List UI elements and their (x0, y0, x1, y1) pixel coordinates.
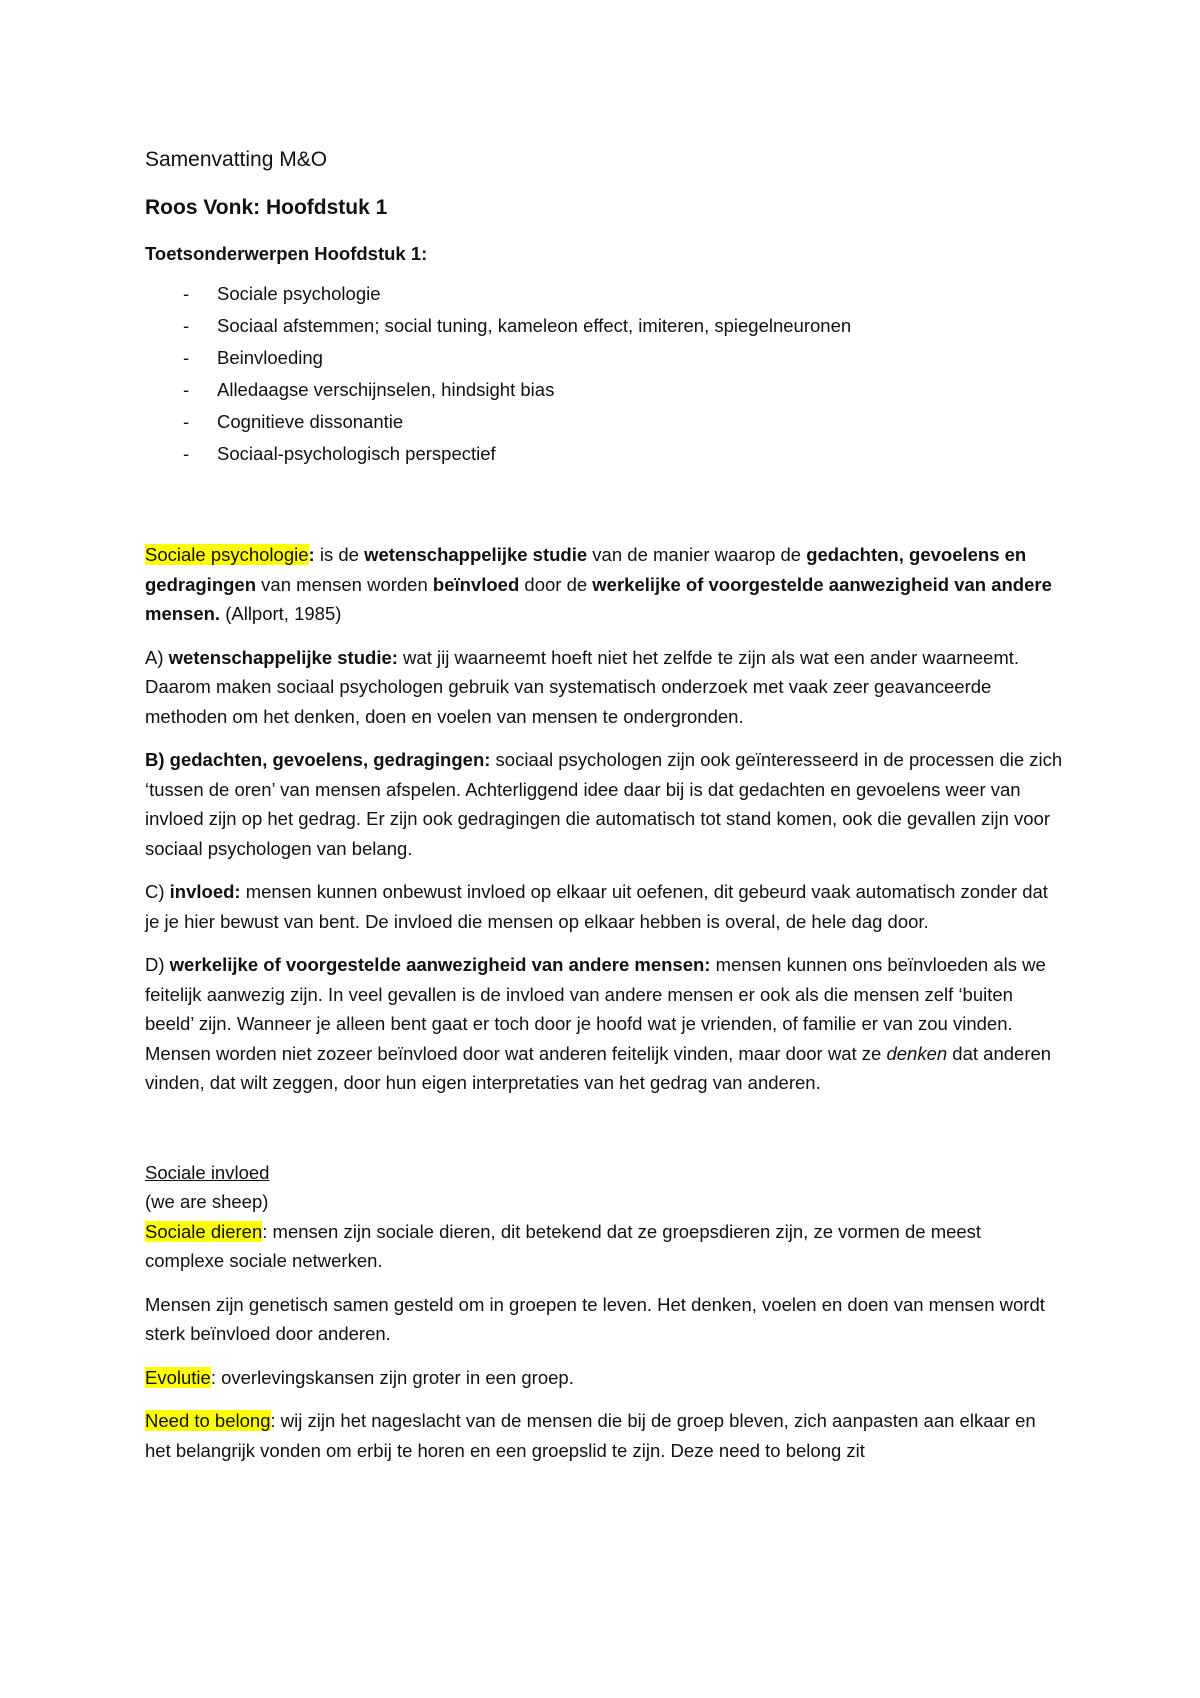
dash-bullet: - (183, 443, 190, 464)
topics-heading: Toetsonderwerpen Hoofdstuk 1: (145, 243, 428, 264)
paragraph-b: B) gedachten, gevoelens, gedragingen: sociaal psychologen zijn ook geïnteresseerd in de processen die zich ‘tussen de oren’ van mensen afspelen. Achterliggend idee daar bij is dat gedachten en gevoelens weer van invloed zijn op het gedrag. Er zijn ook gedragingen die automatisch tot stand komen, ook die gevallen zijn voor sociaal psychologen van belang. (145, 749, 1063, 859)
paragraph-evolutie: Evolutie: overlevingskansen zijn groter in een groep. (145, 1366, 574, 1388)
document-content (145, 146, 1065, 1465)
highlighted-term: Evolutie (145, 1366, 211, 1388)
list-item: - Beinvloeding (145, 342, 1065, 374)
definition-paragraph: Sociale psychologie: is de wetenschappelijke studie van de manier waarop de gedachten, gevoelens en gedragingen van mensen worden beïnvloed door de werkelijke of voorgestelde aanwezigheid van andere mensen. (Allport, 1985) (145, 544, 1052, 624)
dash-bullet: - (183, 379, 190, 400)
dash-bullet: - (183, 315, 190, 336)
dash-bullet: - (183, 347, 190, 368)
document-title: Samenvatting M&O (145, 148, 328, 171)
paragraph-genetisch: Mensen zijn genetisch samen gesteld om in groepen te leven. Het denken, voelen en doen van mensen wordt sterk beïnvloed door anderen. (145, 1293, 1045, 1344)
chapter-heading: Roos Vonk: Hoofdstuk 1 (145, 196, 388, 219)
dash-bullet: - (183, 283, 190, 304)
paragraph-c: C) invloed: mensen kunnen onbewust invloed op elkaar uit oefenen, dit gebeurd vaak automatisch zonder dat je je hier bewust van bent. De invloed die mensen op elkaar hebben is overal, de hele dag door. (145, 881, 1048, 932)
topics-list (145, 278, 1065, 470)
paragraph-sociale-dieren: Sociale dieren: mensen zijn sociale dieren, dit betekend dat ze groepsdieren zijn, ze vormen de meest complexe sociale netwerken. (145, 1220, 982, 1271)
spacer (145, 1112, 1065, 1158)
highlighted-term: Sociale psychologie (145, 544, 309, 565)
dash-bullet: - (183, 411, 190, 432)
list-item: - Cognitieve dissonantie (145, 406, 1065, 438)
paragraph-need-to-belong: Need to belong: wij zijn het nageslacht van de mensen die bij de groep bleven, zich aanpasten aan elkaar en het belangrijk vonden om erbij te horen en een groepslid te zijn. Deze need to belong zit (145, 1410, 1036, 1461)
highlighted-term: Need to belong (145, 1410, 271, 1431)
paragraph-a: A) wetenschappelijke studie: wat jij waarneemt hoeft niet het zelfde te zijn als wat een ander waarneemt. Daarom maken sociaal psychologen gebruik van systematisch onderzoek met vaak zeer geavanceerde methoden om het denken, doen en voelen van mensen te ondergronden. (145, 646, 1020, 727)
list-item: - Sociale psychologie (145, 278, 1065, 310)
paragraph-d: D) werkelijke of voorgestelde aanwezigheid van andere mensen: mensen kunnen ons beïnvloeden als we feitelijk aanwezig zijn. In veel gevallen is de invloed van andere mensen er ook als die mensen zelf ‘buiten beeld’ zijn. Wanneer je alleen bent gaat er toch door je hoofd wat je vrienden, of familie er van zou vinden. Mensen worden niet zozeer beïnvloed door wat anderen feitelijk vinden, maar door wat ze denken dat anderen vinden, dat wilt zeggen, door hun eigen interpretaties van het gedrag van anderen. (145, 954, 1052, 1093)
highlighted-term: Sociale dieren (145, 1220, 263, 1242)
list-item: - Sociaal afstemmen; social tuning, kameleon effect, imiteren, spiegelneuronen (145, 310, 1065, 342)
section-subtitle: (we are sheep) (145, 1191, 269, 1212)
list-item: - Alledaagse verschijnselen, hindsight bias (145, 374, 1065, 406)
list-item: - Sociaal-psychologisch perspectief (145, 438, 1065, 470)
section-heading: Sociale invloed (145, 1161, 270, 1183)
